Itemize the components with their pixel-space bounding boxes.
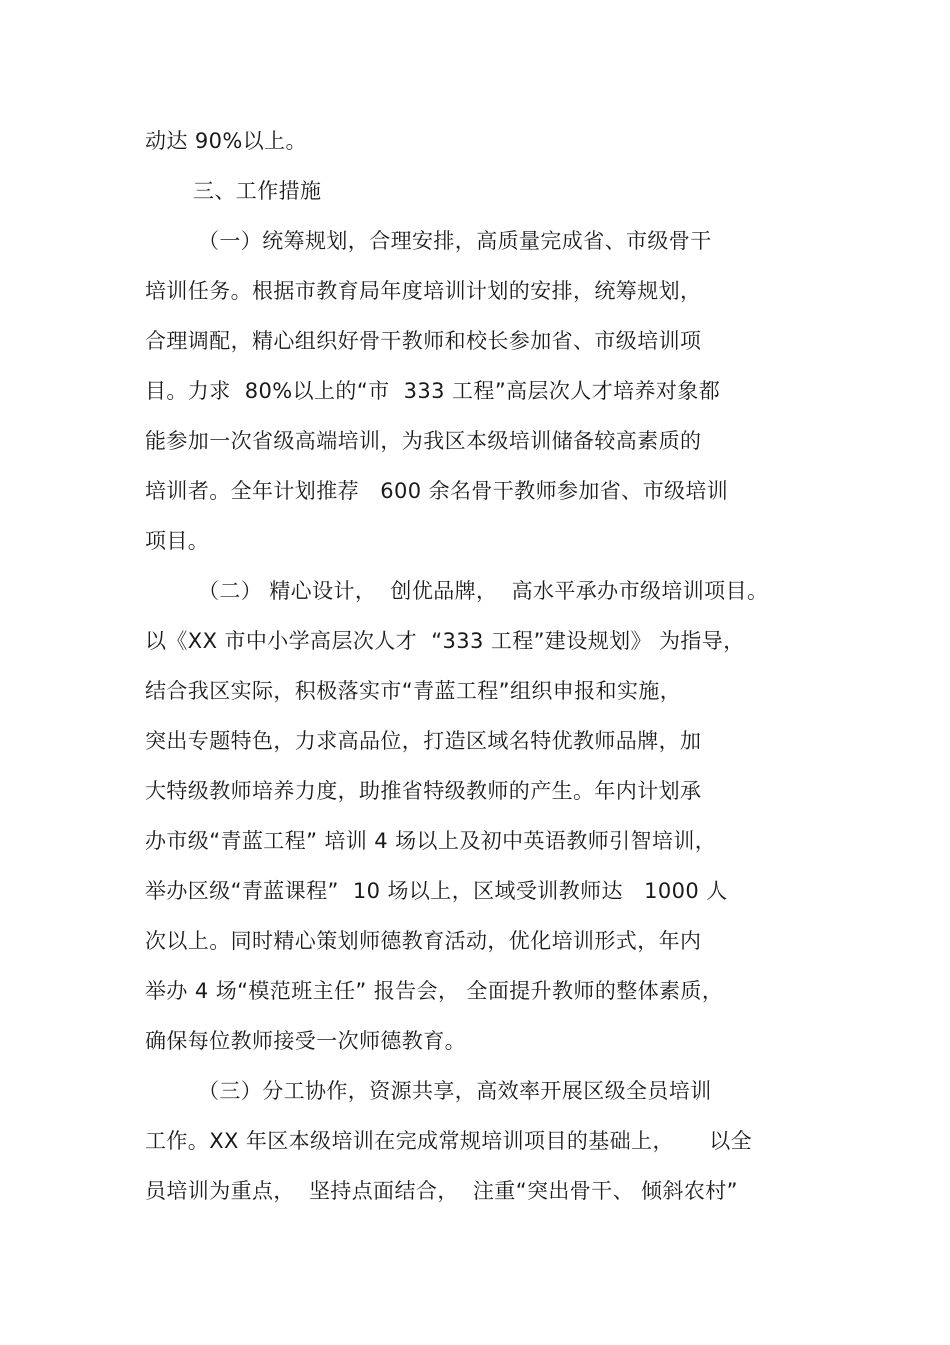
text-line-22: 员培训为重点， 坚持点面结合， 注重“突出骨干、 倾斜农村” [145,1179,738,1203]
text-line-8: 培训者。全年计划推荐 600 余名骨干教师参加省、市级培训 [145,479,729,503]
text-line-4: 培训任务。根据市教育局年度培训计划的安排，统筹规划， [145,279,702,303]
text-line-19: 确保每位教师接受一次师德教育。 [145,1029,466,1053]
text-line-21: 工作。XX 年区本级培训在完成常规培训项目的基础上， 以全 [145,1129,753,1153]
text-line-3: （一）统筹规划，合理安排，高质量完成省、市级骨干 [198,229,712,253]
text-line-20: （三）分工协作，资源共享，高效率开展区级全员培训 [198,1079,712,1103]
text-line-1: 动达 90%以上。 [145,129,307,153]
text-line-16: 举办区级“青蓝课程” 10 场以上，区域受训教师达 1000 人 [145,879,728,903]
text-line-9: 项目。 [145,529,210,553]
text-line-15: 办市级“青蓝工程” 培训 4 场以上及初中英语教师引智培训， [145,829,717,853]
text-line-6: 目。力求 80%以上的“市 333 工程”高层次人才培养对象都 [145,379,721,403]
text-line-5: 合理调配，精心组织好骨干教师和校长参加省、市级培训项 [145,329,702,353]
text-line-17: 次以上。同时精心策划师德教育活动，优化培训形式，年内 [145,929,702,953]
text-line-11: 以《XX 市中小学高层次人才 “333 工程”建设规划》 为指导， [145,629,745,653]
text-line-14: 大特级教师培养力度，助推省特级教师的产生。年内计划承 [145,779,702,803]
text-line-10: （二） 精心设计， 创优品牌， 高水平承办市级培训项目。 [198,579,769,603]
text-line-13: 突出专题特色，力求高品位，打造区域名特优教师品牌，加 [145,729,702,753]
text-line-7: 能参加一次省级高端培训，为我区本级培训储备较高素质的 [145,429,702,453]
text-line-18: 举办 4 场“模范班主任” 报告会， 全面提升教师的整体素质， [145,979,724,1003]
section-heading-work-measures: 三、工作措施 [193,179,322,203]
text-line-12: 结合我区实际，积极落实市“青蓝工程”组织申报和实施， [145,679,682,703]
